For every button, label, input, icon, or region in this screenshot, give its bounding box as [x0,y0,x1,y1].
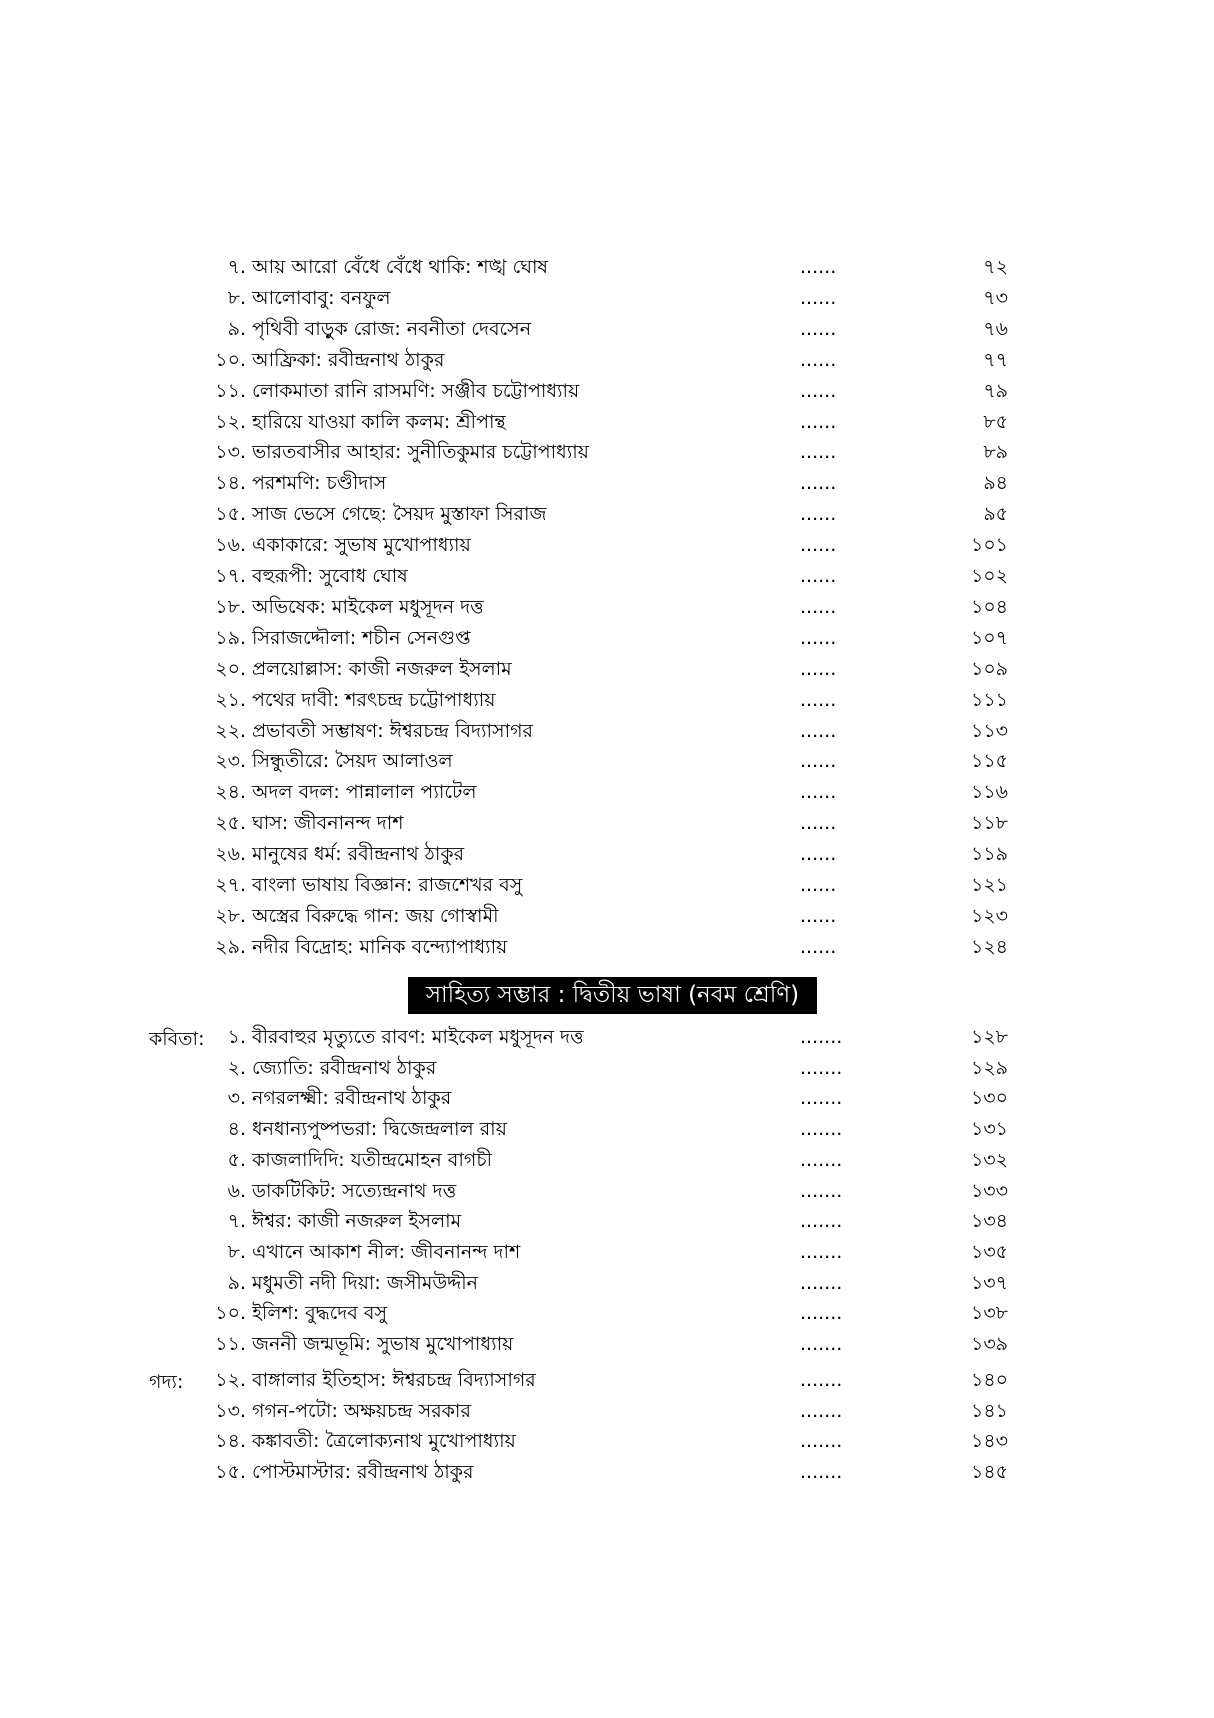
entry-page-number: ১৩৩ [970,1179,1008,1202]
category-label-row [0,1024,1214,1054]
entry-leader-dots: ...... [800,781,837,804]
entry-number: ২১. [215,688,246,711]
entry-title: মধুমতী নদী দিয়া: জসীমউদ্দীন [252,1271,479,1294]
entry-leader-dots: ...... [800,812,837,835]
entry-title: লোকমাতা রানি রাসমণি: সঞ্জীব চট্টোপাধ্যায় [252,379,580,402]
entry-page-number: ১১৬ [970,781,1008,804]
toc-entry[interactable] [0,252,1214,282]
entry-leader-dots: ...... [800,472,837,495]
entry-page-number: ১৪১ [971,1399,1008,1422]
entry-leader-dots: ...... [800,256,837,278]
entry-number: ১৫. [215,503,246,526]
toc-entry[interactable] [0,746,1214,776]
category-label-row [0,1367,1214,1397]
entry-title: প্রলয়োল্লাস: কাজী নজরুল ইসলাম [252,657,512,680]
entry-page-number: ১০১ [970,534,1008,557]
entry-title: পৃথিবী বাড়ুক রোজ: নবনীতা দেবসেন [252,317,532,340]
toc-entry[interactable] [0,1329,1214,1359]
entry-title: ইলিশ: বুদ্ধদেব বসু [252,1302,388,1325]
entry-leader-dots: ...... [800,904,837,927]
entry-number: ১৪. [215,1430,246,1453]
entry-leader-dots: ....... [800,1118,843,1141]
entry-leader-dots: ....... [800,1056,843,1079]
entry-number: ১১. [215,379,246,402]
entry-title: অভিষেক: মাইকেল মধুসূদন দত্ত [252,595,484,618]
entry-leader-dots: ....... [800,1399,843,1422]
entry-leader-dots: ...... [800,750,837,773]
entry-page-number: ৭৬ [983,317,1008,340]
entry-number: ৭. [227,256,246,278]
toc-entry[interactable] [0,1457,1214,1487]
toc-entry[interactable] [0,777,1214,807]
entry-page-number: ৭৩ [983,286,1008,309]
entry-leader-dots: ....... [800,1087,843,1110]
entry-page-number: ১৪৫ [971,1461,1008,1484]
entry-leader-dots: ....... [800,1026,843,1048]
entry-number: ৬. [227,1179,246,1202]
entry-leader-dots: ....... [800,1369,843,1391]
entry-title: বাঙ্গালার ইতিহাস: ঈশ্বরচন্দ্র বিদ্যাসাগর [252,1369,536,1391]
entry-page-number: ১০৯ [970,657,1008,680]
toc-entry[interactable] [0,1206,1214,1236]
entry-number: ২৩. [215,750,246,773]
entry-number: ১৫. [215,1461,246,1484]
entry-title: জননী জন্মভূমি: সুভাষ মুখোপাধ্যায় [252,1333,514,1355]
toc-entry[interactable] [0,1176,1214,1206]
entry-page-number: ১৪৩ [970,1430,1008,1453]
entry-number: ৮. [227,1240,246,1263]
entry-number: ২৬. [215,843,246,866]
entry-title: বীরবাহুর মৃত্যুতে রাবণ: মাইকেল মধুসূদন দত্ত [252,1026,584,1048]
entry-number: ২৯. [215,935,246,958]
entry-number: ২৪. [215,781,246,804]
entry-number: ১. [227,1026,246,1048]
entry-leader-dots: ....... [800,1430,843,1453]
entry-title: একাকারে: সুভাষ মুখোপাধ্যায় [252,534,471,557]
entry-title: পোস্টমাস্টার: রবীন্দ্রনাথ ঠাকুর [252,1461,474,1484]
toc-entry[interactable] [0,561,1214,591]
section-header: সাহিত্য সম্ভার : দ্বিতীয় ভাষা (নবম শ্রেণি) [408,977,817,1014]
entry-page-number: ৮৯ [983,441,1008,464]
entry-leader-dots: ....... [800,1240,843,1263]
toc-entry[interactable] [0,283,1214,313]
entry-title: অদল বদল: পান্নালাল প্যাটেল [252,781,477,804]
entry-title: ভারতবাসীর আহার: সুনীতিকুমার চট্টোপাধ্যায় [252,441,589,464]
entry-title: বহুরূপী: সুবোধ ঘোষ [252,565,408,587]
toc-entry[interactable] [0,870,1214,900]
entry-page-number: ৮৫ [983,410,1008,433]
entry-leader-dots: ....... [800,1148,843,1171]
entry-page-number: ১১৫ [971,750,1008,773]
entry-title: অস্ত্রের বিরুদ্ধে গান: জয় গোস্বামী [252,904,499,927]
entry-title: নগরলক্ষ্মী: রবীন্দ্রনাথ ঠাকুর [252,1087,452,1110]
entry-number: ৯. [227,1271,246,1294]
entry-page-number: ৭৯ [983,379,1008,402]
entry-title: সিন্ধুতীরে: সৈয়দ আলাওল [252,750,453,773]
entry-page-number: ৭২ [983,256,1008,278]
entry-title: কাজলাদিদি: যতীন্দ্রমোহন বাগচী [252,1148,493,1171]
toc-entry[interactable] [0,716,1214,746]
entry-number: ৪. [227,1118,246,1141]
toc-entry[interactable] [0,1268,1214,1298]
toc-entry[interactable] [0,1237,1214,1267]
entry-page-number: ৭৭ [983,348,1008,371]
entry-title: পরশমণি: চণ্ডীদাস [252,472,387,495]
toc-entry[interactable] [0,1083,1214,1113]
entry-leader-dots: ....... [800,1302,843,1325]
toc-entry[interactable] [0,468,1214,498]
entry-page-number: ১১৮ [971,812,1008,835]
entry-page-number: ১১১ [971,688,1008,711]
entry-page-number: ১৩১ [970,1118,1008,1141]
entry-title: পথের দাবী: শরৎচন্দ্র চট্টোপাধ্যায় [252,688,496,711]
entry-page-number: ১২৪ [970,935,1008,958]
entry-title: জ্যোতি: রবীন্দ্রনাথ ঠাকুর [252,1056,437,1079]
toc-entry[interactable] [0,901,1214,931]
entry-page-number: ১৪০ [970,1369,1008,1391]
entry-page-number: ১১৩ [970,719,1008,742]
entry-title: ঈশ্বর: কাজী নজরুল ইসলাম [252,1210,462,1233]
entry-number: ২০. [215,657,246,680]
entry-leader-dots: ...... [800,843,837,866]
toc-entry[interactable] [0,499,1214,529]
entry-title: বাংলা ভাষায় বিজ্ঞান: রাজশেখর বসু [252,874,523,896]
entry-page-number: ১২১ [970,874,1008,896]
entry-leader-dots: ...... [800,626,837,649]
entry-number: ৩. [227,1087,246,1110]
toc-entry[interactable] [0,530,1214,560]
entry-page-number: ৯৪ [983,472,1008,495]
entry-leader-dots: ...... [800,874,837,896]
entry-page-number: ১৩৮ [970,1302,1008,1325]
entry-page-number: ১৩২ [970,1148,1008,1171]
toc-entry[interactable] [0,1298,1214,1328]
entry-leader-dots: ...... [800,688,837,711]
entry-number: ১৪. [215,472,246,495]
entry-leader-dots: ...... [800,657,837,680]
category-prose-label: গদ্য: [149,1371,184,1393]
entry-title: গগন-পটো: অক্ষয়চন্দ্র সরকার [252,1399,471,1422]
entry-leader-dots: ...... [800,719,837,742]
toc-entry[interactable] [0,685,1214,715]
toc-entry[interactable] [0,654,1214,684]
entry-leader-dots: ...... [800,595,837,618]
entry-page-number: ১০৭ [970,626,1008,649]
entry-number: ১১. [215,1333,246,1355]
entry-page-number: ১৩৯ [970,1333,1008,1355]
entry-number: ১২. [215,410,246,433]
entry-number: ১৭. [215,565,246,587]
toc-entry[interactable] [0,1145,1214,1175]
entry-page-number: ১২৮ [970,1026,1008,1048]
entry-leader-dots: ...... [800,935,837,958]
entry-number: ২৮. [215,904,246,927]
toc-entry[interactable] [0,345,1214,375]
entry-leader-dots: ....... [800,1271,843,1294]
entry-number: ১২. [215,1369,246,1391]
toc-entry[interactable] [0,1114,1214,1144]
entry-number: ১০. [215,1302,246,1325]
entry-title: সাজ ভেসে গেছে: সৈয়দ মুস্তাফা সিরাজ [252,503,547,526]
entry-leader-dots: ...... [800,503,837,526]
entry-title: ধনধান্যপুষ্পভরা: দ্বিজেন্দ্রলাল রায় [252,1118,507,1141]
entry-number: ২৭. [215,874,246,896]
toc-entry[interactable] [0,932,1214,962]
entry-number: ১৯. [215,626,246,649]
entry-title: হারিয়ে যাওয়া কালি কলম: শ্রীপান্থ [252,410,506,433]
entry-page-number: ৯৫ [983,503,1008,526]
toc-entry[interactable] [0,592,1214,622]
toc-entry[interactable] [0,314,1214,344]
entry-number: ১৩. [215,441,246,464]
entry-page-number: ১০২ [970,565,1008,587]
entry-number: ৫. [227,1148,246,1171]
entry-leader-dots: ....... [800,1333,843,1355]
toc-entry[interactable] [0,1426,1214,1456]
toc-entry[interactable] [0,1396,1214,1426]
entry-title: এখানে আকাশ নীল: জীবনানন্দ দাশ [252,1240,521,1263]
entry-page-number: ১২৯ [970,1056,1008,1079]
entry-title: সিরাজদ্দৌলা: শচীন সেনগুপ্ত [252,626,471,649]
toc-entry[interactable] [0,808,1214,838]
entry-page-number: ১৩০ [970,1087,1008,1110]
entry-page-number: ১৩৫ [970,1240,1008,1263]
entry-number: ৯. [227,317,246,340]
entry-title: আলোবাবু: বনফুল [252,286,391,309]
entry-leader-dots: ...... [800,565,837,587]
entry-leader-dots: ...... [800,286,837,309]
entry-title: মানুষের ধর্ম: রবীন্দ্রনাথ ঠাকুর [252,843,465,866]
entry-number: ১৮. [215,595,246,618]
entry-title: আফ্রিকা: রবীন্দ্রনাথ ঠাকুর [252,348,445,371]
toc-entry[interactable] [0,623,1214,653]
entry-number: ২৫. [215,812,246,835]
entry-leader-dots: ...... [800,379,837,402]
entry-leader-dots: ...... [800,348,837,371]
entry-title: আয় আরো বেঁধে বেঁধে থাকি: শঙ্খ ঘোষ [252,256,548,278]
entry-number: ২. [227,1056,246,1079]
toc-entry[interactable] [0,437,1214,467]
entry-number: ২২. [215,719,246,742]
toc-entry[interactable] [0,1053,1214,1083]
entry-page-number: ১০৪ [970,595,1008,618]
entry-title: ডাকটিকিট: সত্যেন্দ্রনাথ দত্ত [252,1179,457,1202]
entry-number: ১৬. [215,534,246,557]
entry-number: ১০. [215,348,246,371]
entry-title: ঘাস: জীবনানন্দ দাশ [252,812,404,835]
entry-leader-dots: ...... [800,534,837,557]
toc-entry[interactable] [0,839,1214,869]
entry-leader-dots: ....... [800,1179,843,1202]
entry-page-number: ১৩৭ [970,1271,1008,1294]
entry-number: ৮. [227,286,246,309]
entry-leader-dots: ....... [800,1210,843,1233]
entry-title: প্রভাবতী সম্ভাষণ: ঈশ্বরচন্দ্র বিদ্যাসাগর [252,719,533,742]
entry-leader-dots: ...... [800,317,837,340]
toc-entry[interactable] [0,407,1214,437]
entry-leader-dots: ....... [800,1461,843,1484]
toc-entry[interactable] [0,376,1214,406]
category-poetry-label: কবিতা: [149,1028,205,1050]
entry-leader-dots: ...... [800,410,837,433]
entry-number: ৭. [227,1210,246,1233]
entry-title: নদীর বিদ্রোহ: মানিক বন্দ্যোপাধ্যায় [252,935,508,958]
entry-leader-dots: ...... [800,441,837,464]
entry-page-number: ১২৩ [970,904,1008,927]
entry-page-number: ১৩৪ [970,1210,1008,1233]
entry-number: ১৩. [215,1399,246,1422]
entry-title: কঙ্কাবতী: ত্রৈলোক্যনাথ মুখোপাধ্যায় [252,1430,516,1453]
entry-page-number: ১১৯ [971,843,1008,866]
